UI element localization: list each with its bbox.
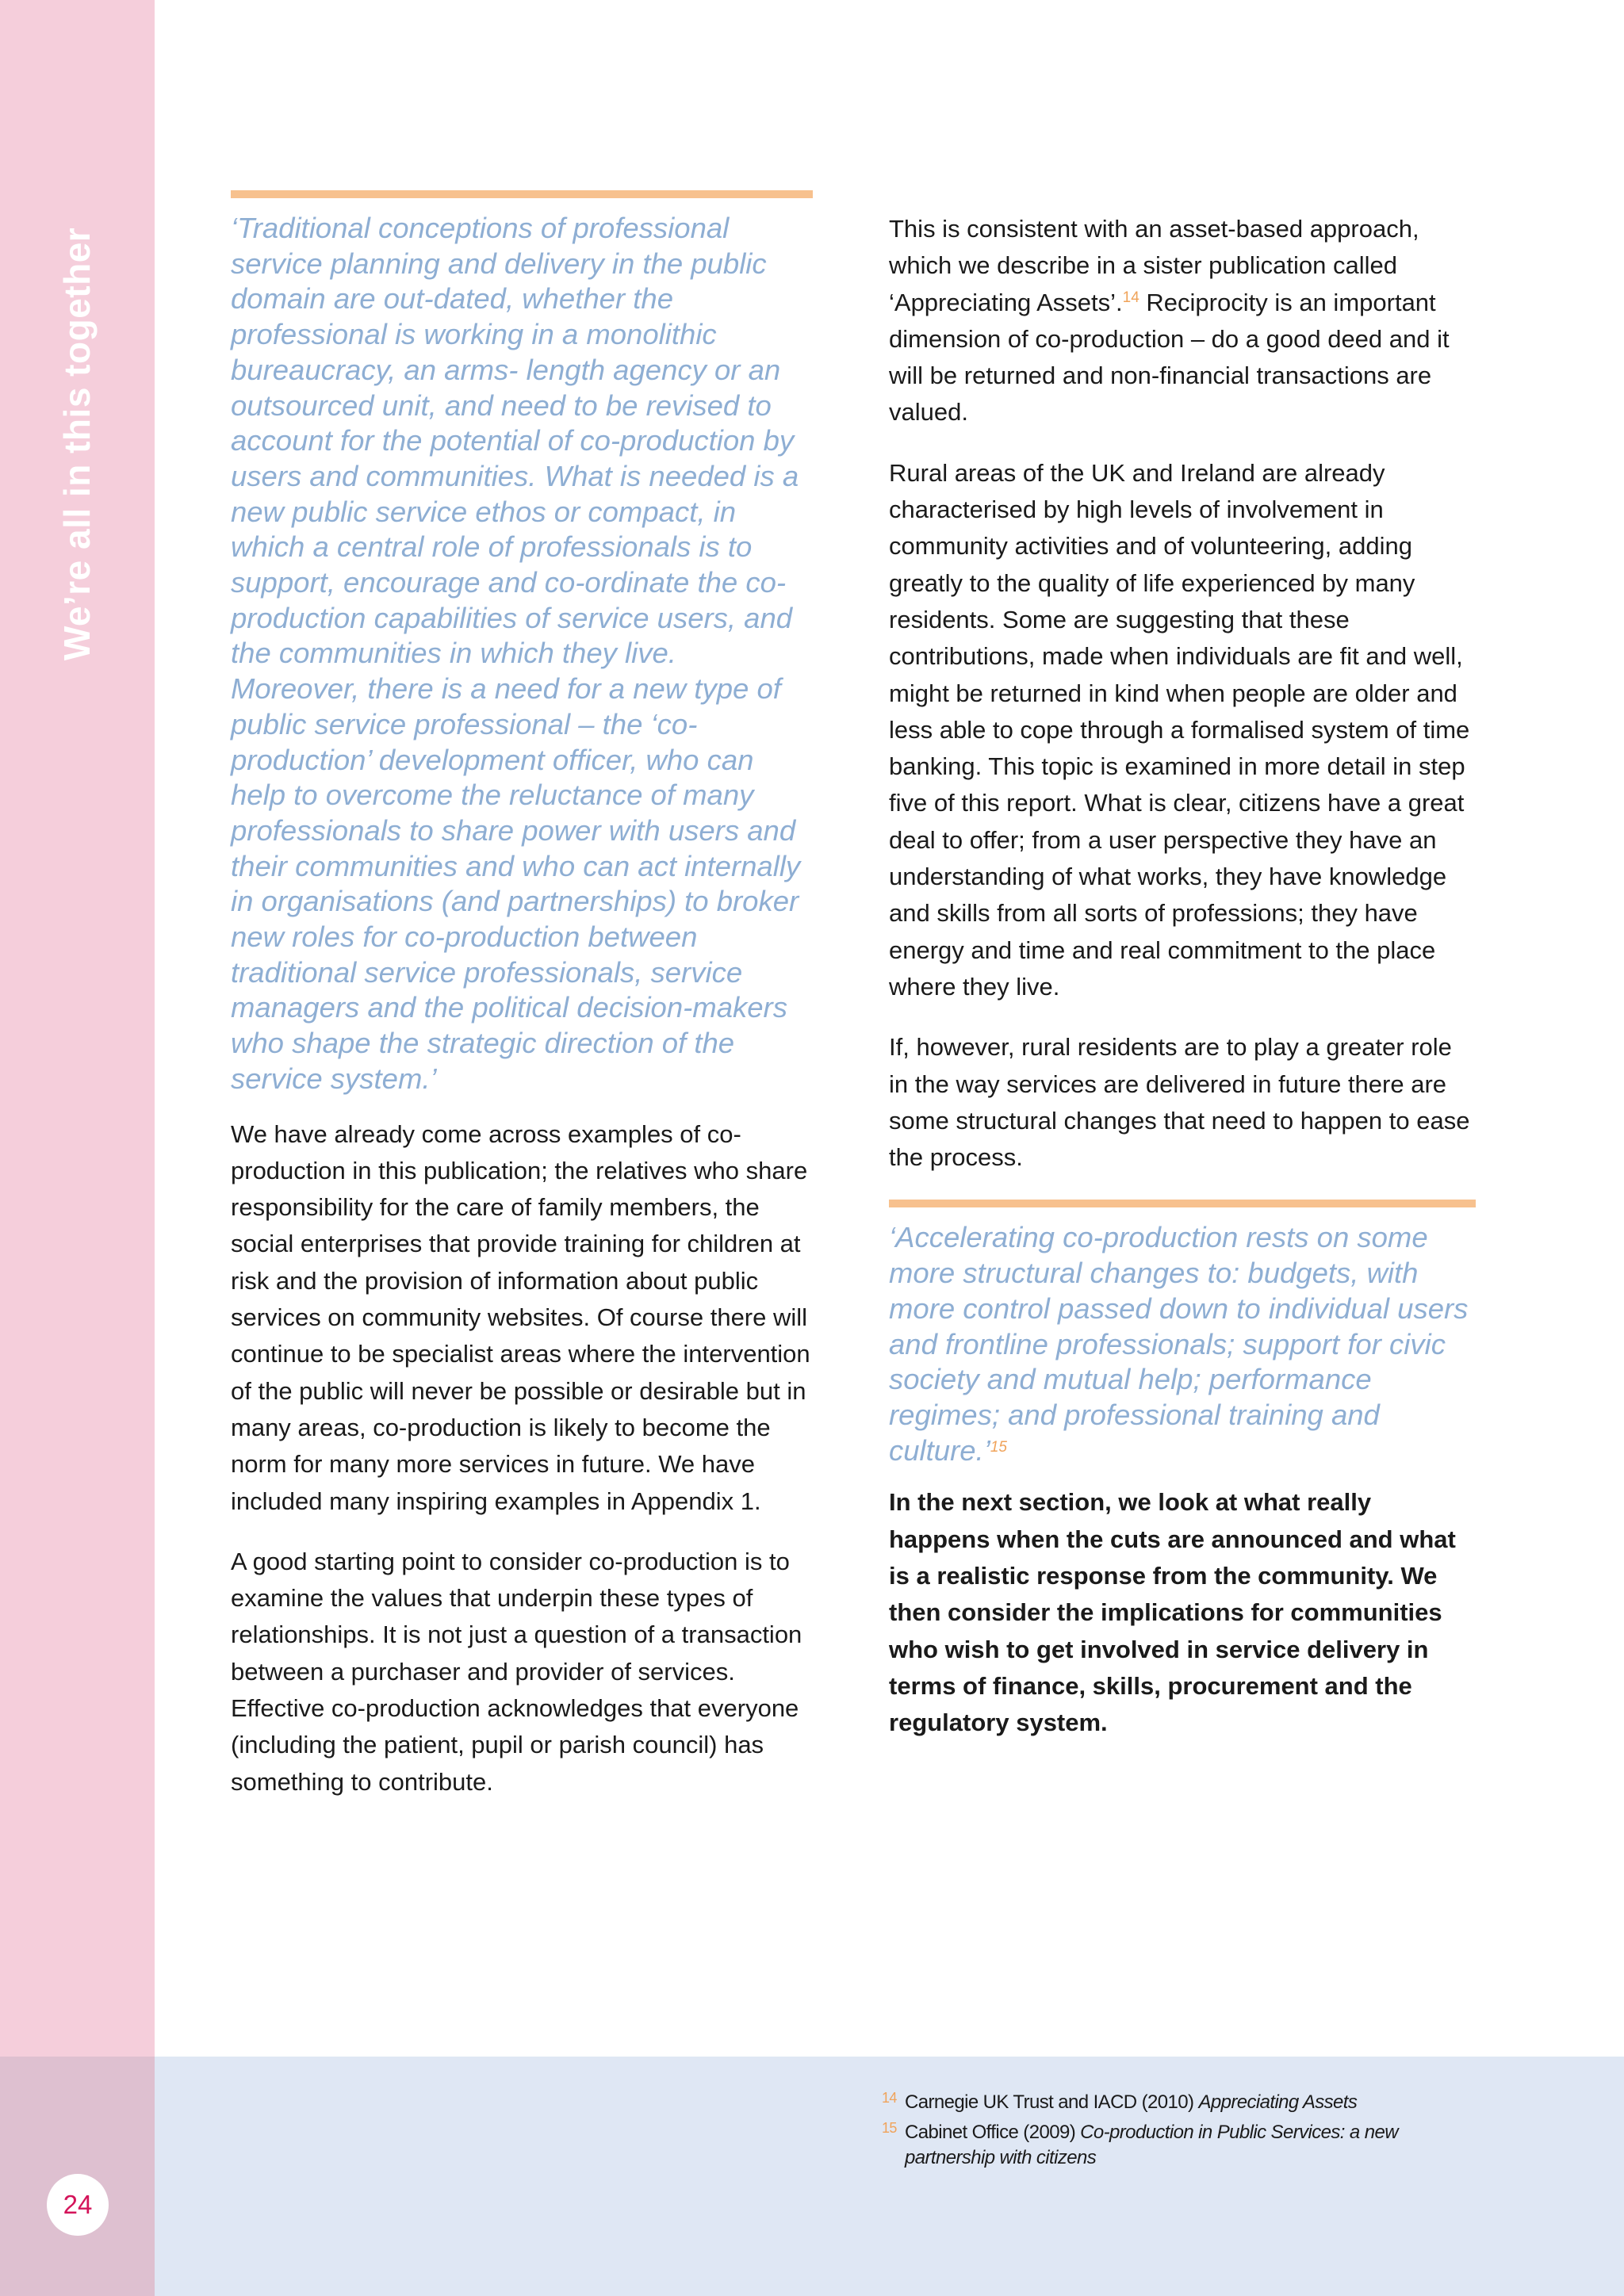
left-column bbox=[231, 190, 813, 1800]
footnote-title: Co-production in Public Services: a new partnership with citizens bbox=[905, 2122, 1398, 2168]
paragraph-text: Reciprocity is an important dimension of co-production – do a good deed and it will be returned and non-financial transactions are valued. bbox=[889, 288, 1450, 427]
quote-rule bbox=[231, 190, 813, 198]
body-paragraph: Rural areas of the UK and Ireland are already characterised by high levels of involvement in community activities and of volunteering, adding greatly to the quality of life experienced by many residents. Some are suggesting that these contributions, made when individuals are fit and well, might be returned in kind when people are older and less able to cope through a formalised system of time banking. This topic is examined in more detail in step five of this report. What is clear, citizens have a great deal to offer; from a user perspective they have an understanding of what works, they have knowledge and skills from all sorts of professions; they have energy and time and real commitment to the place where they live. bbox=[889, 458, 1470, 1001]
body-paragraph: We have already come across examples of co-production in this publication; the relatives who share responsibility for the care of family members, the social enterprises that provide training for children at risk and the provision of information about public services on community websites. Of course there will continue to be specialist areas where the intervention of the public will never be possible or desirable but in many areas, co-production is likely to become the norm for many more services in future. We have included many inspiring examples in Appendix 1. bbox=[231, 1119, 810, 1515]
footnote bbox=[880, 2120, 1435, 2171]
section-summary: In the next section, we look at what really happens when the cuts are announced and what is a realistic response from the community. We then consider the implications for communities who wish to get involved in service delivery in terms of finance, skills, procurement and the regulatory system. bbox=[889, 1488, 1456, 1737]
paragraph-text: This is consistent with an asset-based approach, which we describe in a sister publication called ‘Appreciating Assets’. bbox=[889, 215, 1419, 316]
footnote bbox=[880, 2090, 1435, 2115]
body-paragraph: A good starting point to consider co-production is to examine the values that underpin these types of relationships. It is not just a question of a transaction between a purchaser and provider of services. Effective co-production acknowledges that everyone (including the patient, pupil or parish council) has something to contribute. bbox=[231, 1547, 802, 1796]
right-column bbox=[889, 211, 1476, 1741]
footnote-number: 14 bbox=[882, 2090, 897, 2106]
page-number: 24 bbox=[47, 2174, 109, 2236]
body-paragraph bbox=[889, 211, 1476, 431]
footnote-number: 15 bbox=[882, 2120, 897, 2136]
pull-quote bbox=[889, 1220, 1476, 1468]
pull-quote: ‘Traditional conceptions of professional service planning and delivery in the public domain are out-dated, whether the professional is working in a monolithic bureaucracy, an arms- length agency or an outsourced unit, and need to be revised to account for the potential of co-production by users and communities. What is needed is a new public service ethos or compact, in which a central role of professionals is to support, encourage and co-ordinate the co-production capabilities of service users, and the communities in which they live. Moreover, there is a need for a new type of public service professional – the ‘co-production’ development officer, who can help to overcome the reluctance of many professionals to share power with users and their communities and who can act internally in organisations (and partnerships) to broker new roles for co-production between traditional service professionals, service managers and the political decision-makers who shape the strategic direction of the service system.’ bbox=[231, 212, 801, 1095]
footnote-title: Appreciating Assets bbox=[1198, 2091, 1358, 2113]
section-title: We’re all in this together bbox=[56, 227, 98, 661]
quote-rule bbox=[889, 1200, 1476, 1207]
footnote-reference[interactable]: 14 bbox=[1122, 289, 1139, 306]
footnotes bbox=[880, 2090, 1435, 2175]
quote-text: ‘Accelerating co-production rests on some more structural changes to: budgets, with more control passed down to individual users and frontline professionals; support for civic society and mutual help; performance regimes; and professional training and culture.’ bbox=[889, 1221, 1469, 1467]
footnote-reference[interactable]: 15 bbox=[990, 1438, 1007, 1456]
body-paragraph: If, however, rural residents are to play a greater role in the way services are delivered in future there are some structural changes that need to happen to ease the process. bbox=[889, 1033, 1470, 1172]
footnote-text: Carnegie UK Trust and IACD (2010) bbox=[905, 2091, 1199, 2113]
footnote-text: Cabinet Office (2009) bbox=[905, 2122, 1081, 2143]
